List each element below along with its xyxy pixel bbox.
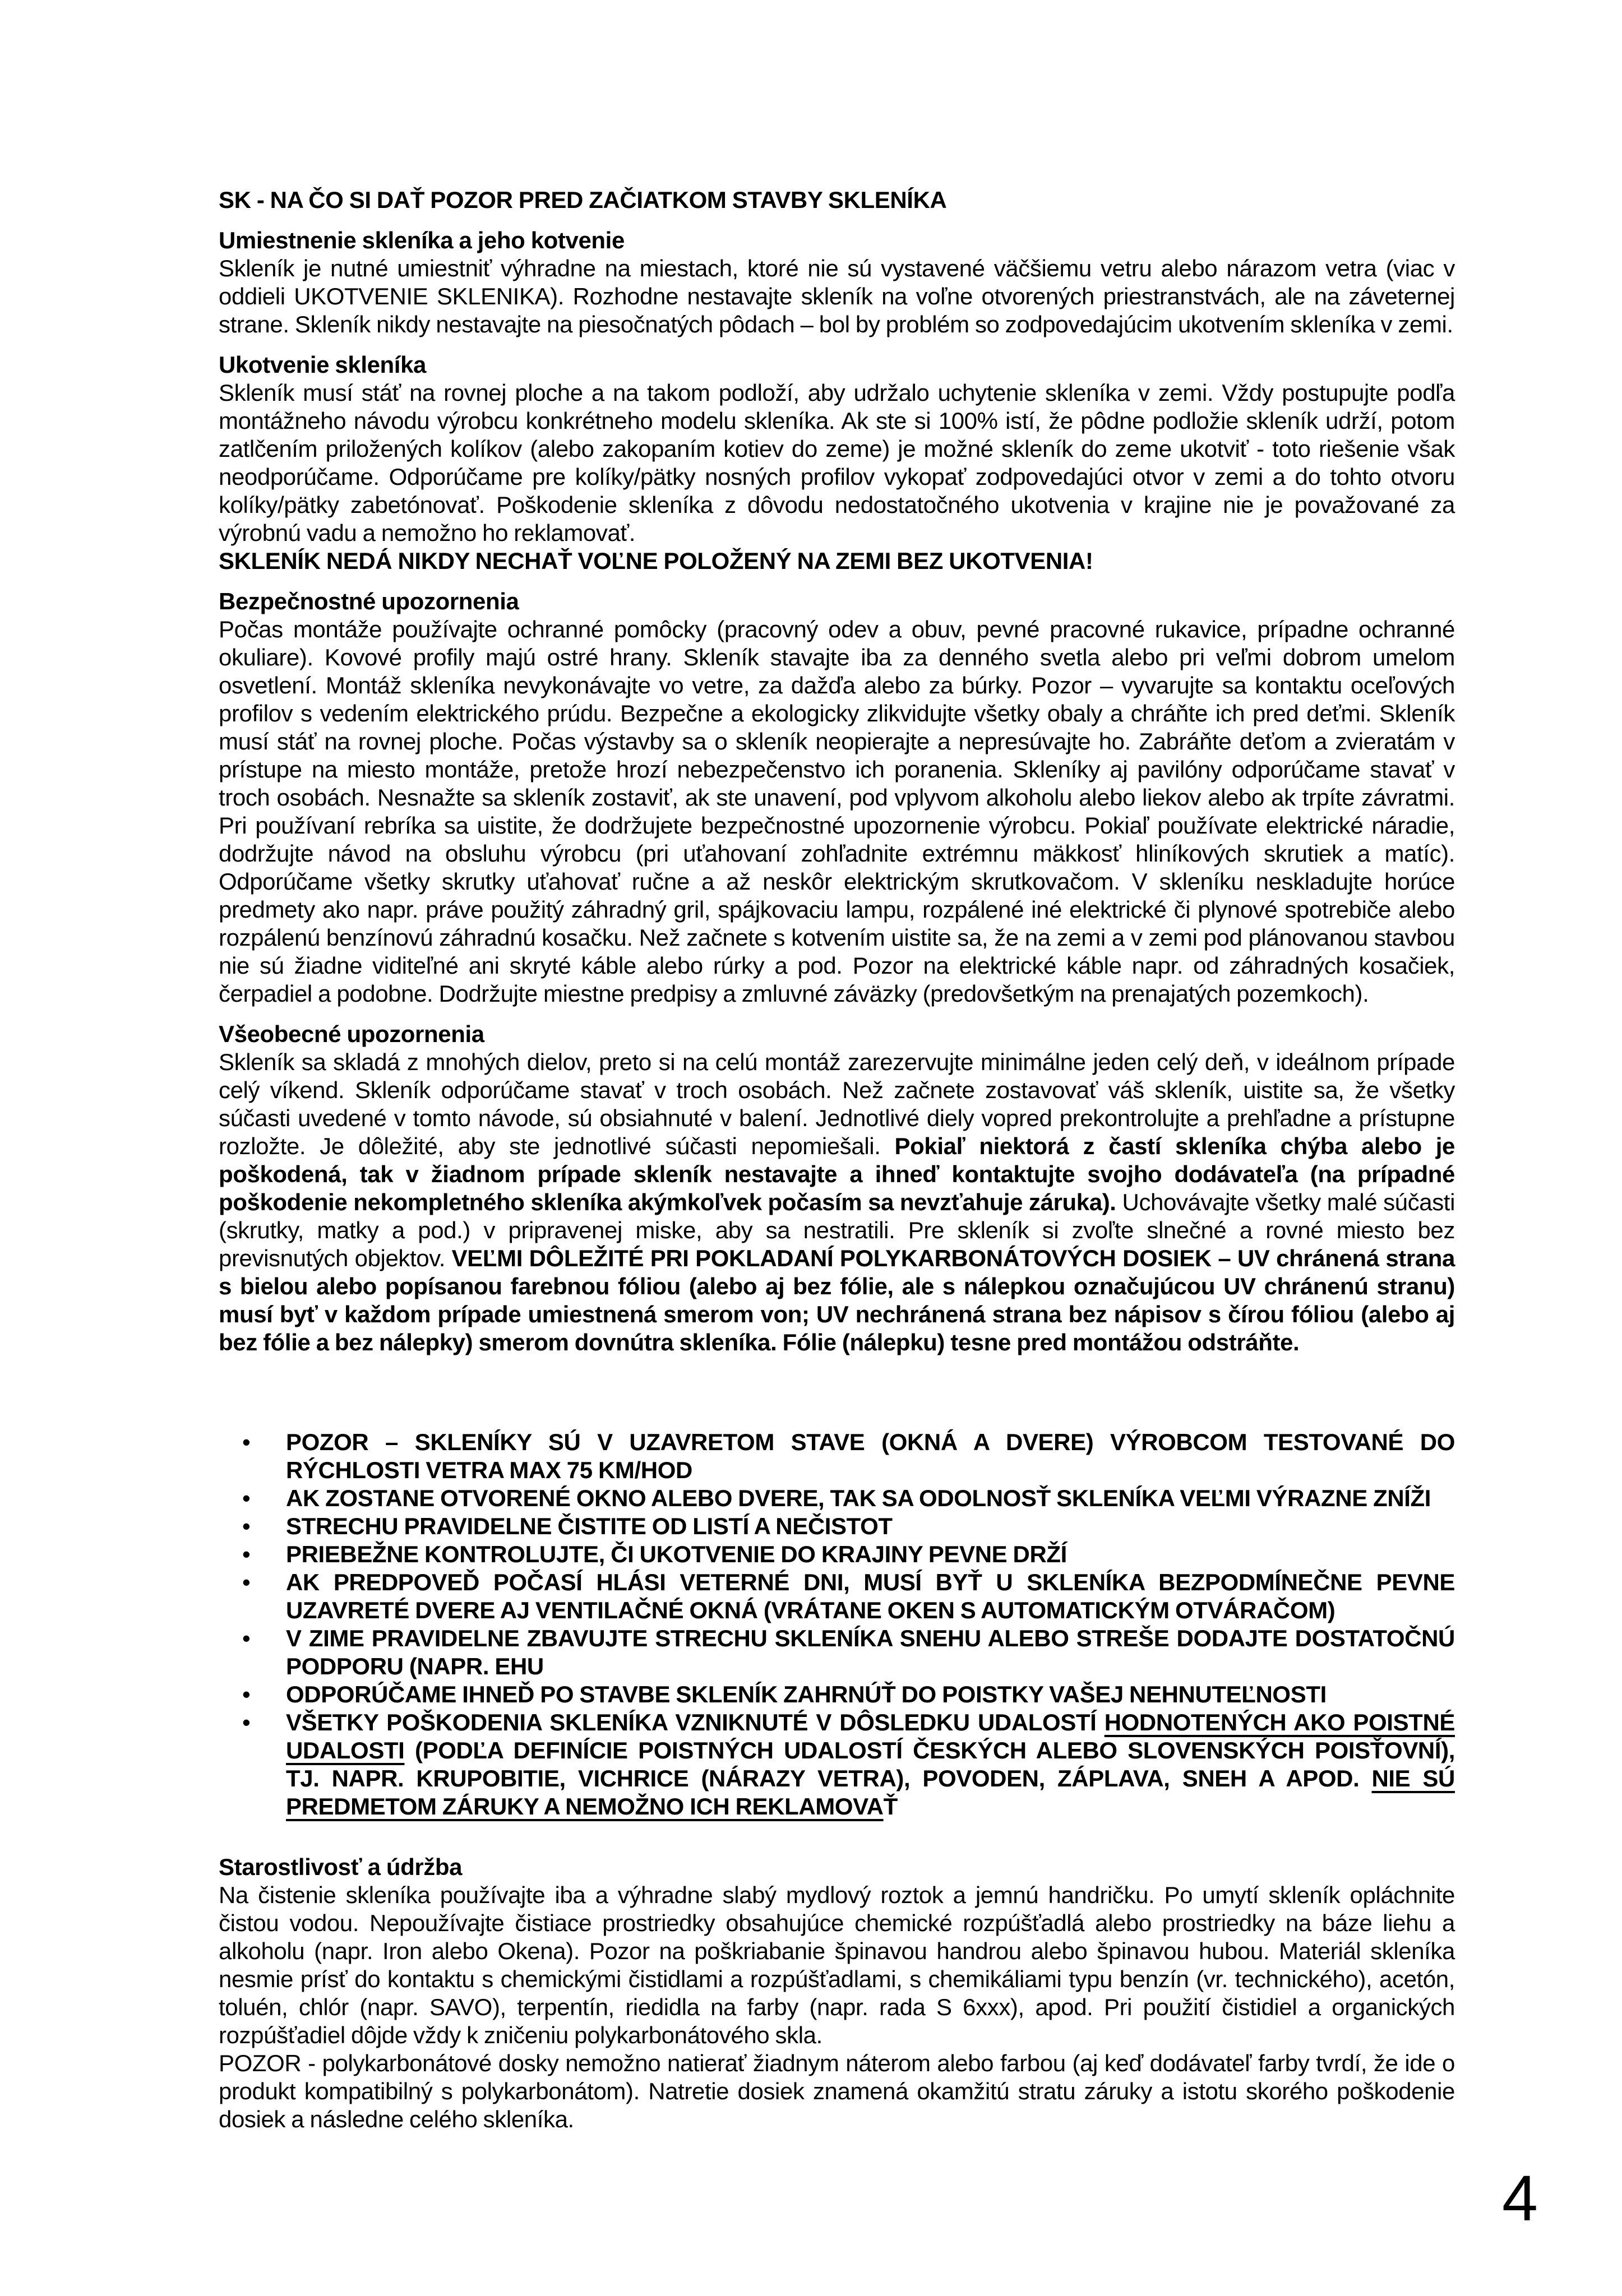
section-heading-umiestnenie: Umiestnenie skleníka a jeho kotvenie bbox=[219, 227, 625, 253]
bullet-item-insured-events bbox=[219, 1709, 1455, 1821]
bullet-item-text: STRECHU PRAVIDELNE ČISTITE OD LISTÍ A NEČISTOT bbox=[286, 1513, 893, 1539]
document-content bbox=[219, 186, 1455, 2133]
bullet-item-windy-forecast bbox=[219, 1568, 1455, 1624]
bullet-item-check-anchoring bbox=[219, 1540, 1455, 1568]
bullet-marker: • bbox=[242, 1429, 251, 1455]
page-title: SK - NA ČO SI DAŤ POZOR PRED ZAČIATKOM STAVBY SKLENÍKA bbox=[219, 187, 947, 213]
bullet-marker: • bbox=[242, 1709, 251, 1735]
paragraph-umiestnenie: Skleník je nutné umiestniť výhradne na miestach, ktoré nie sú vystavené väčšiemu vetru alebo nárazom vetra (viac v oddieli UKOTVENIE SKLENIKA). Rozhodne nestavajte skleník na voľne otvorených priestranstvách, ale na záveternej strane. Skleník nikdy nestavajte na piesočnatých pôdach – bol by problém so zodpovedajúcim ukotvením skleníka v zemi. bbox=[219, 255, 1455, 337]
bullet-item-text: POZOR – SKLENÍKY SÚ V UZAVRETOM STAVE (OKNÁ A DVERE) VÝROBCOM TESTOVANÉ DO RÝCHLOSTI VETRA MAX 75 KM/HOD bbox=[286, 1429, 1455, 1483]
section-heading-bezpecnostne: Bezpečnostné upozornenia bbox=[219, 588, 519, 614]
paragraph-bezpecnostne: Počas montáže používajte ochranné pomôcky (pracovný odev a obuv, pevné pracovné rukavice, prípadne ochranné okuliare). Kovové profily majú ostré hrany. Skleník stavajte iba za denného svetla alebo pri veľmi dobrom umelom osvetlení. Montáž skleníka nevykonávajte vo vetre, za dažďa alebo za búrky. Pozor – vyvarujte sa kontaktu oceľových profilov s vedením elektrického prúdu. Bezpečne a ekologicky zlikvidujte všetky obaly a chráňte ich pred deťmi. Skleník musí stáť na rovnej ploche. Počas výstavby sa o skleník neopierajte a nepresúvajte ho. Zabráňte deťom a zvieratám v prístupe na miesto montáže, pretože hrozí nebezpečenstvo ich poranenia. Skleníky aj pavilóny odporúčame stavať v troch osobách. Nesnažte sa skleník zostaviť, ak ste unavení, pod vplyvom alkoholu alebo liekov alebo ak trpíte závratmi. Pri používaní rebríka sa uistite, že dodržujete bezpečnostné upozornenie výrobcu. Pokiaľ používate elektrické náradie, dodržujte návod na obsluhu výrobcu (pri uťahovaní zohľadnite extrémnu mäkkosť hliníkových skrutiek a matíc). Odporúčame všetky skrutky uťahovať ručne a až neskôr elektrickým skrutkovačom. V skleníku neskladujte horúce predmety ako napr. práve použitý záhradný gril, spájkovaciu lampu, rozpálené iné elektrické či plynové spotrebiče alebo rozpálenú benzínovú záhradnú kosačku. Než začnete s kotvením uistite sa, že na zemi a v zemi pod plánovanou stavbou nie sú žiadne viditeľné ani skryté káble alebo rúrky a pod. Pozor na elektrické káble napr. od záhradných kosačiek, čerpadiel a podobne. Dodržujte miestne predpisy a zmluvné záväzky (predovšetkým na prenajatých pozemkoch). bbox=[219, 616, 1455, 1007]
page-number: 4 bbox=[1502, 2163, 1538, 2234]
bullet-item-insurance bbox=[219, 1681, 1455, 1709]
paragraph-starostlivost-cleaning: Na čistenie skleníka používajte iba a výhradne slabý mydlový roztok a jemnú handričku. Po umytí skleník opláchnite čistou vodou. Nepoužívajte čistiace prostriedky obsahujúce chemické rozpúšťadlá alebo prostriedky na báze liehu a alkoholu (napr. Iron alebo Okena). Pozor na poškriabanie špinavou handrou alebo špinavou hubou. Materiál skleníka nesmie prísť do kontaktu s chemickými čistidlami a rozpúšťadlami, s chemikáliami typu benzín (vr. technického), acetón, toluén, chlór (napr. SAVO), terpentín, riedidla na farby (napr. rada S 6xxx), apod. Pri použití čistidiel a organických rozpúšťadiel dôjde vždy k zničeniu polykarbonátového skla. bbox=[219, 1882, 1455, 2048]
bullet-item-text: AK PREDPOVEĎ POČASÍ HLÁSI VETERNÉ DNI, MUSÍ BYŤ U SKLENÍKA BEZPODMÍNEČNE PEVNE UZAVRETÉ DVERE AJ VENTILAČNÉ OKNÁ (VRÁTANE OKEN S AUTOMATICKÝM OTVÁRAČOM) bbox=[286, 1569, 1455, 1623]
paragraph-vseobecne: Skleník sa skladá z mnohých dielov, preto si na celú montáž zarezervujte minimálne jeden celý deň, v ideálnom prípade celý víkend. Skleník odporúčame stavať v troch osobách. Než začnete zostavovať váš skleník, uistite sa, že všetky súčasti uvedené v tomto návode, sú obsiahnuté v balení. Jednotlivé diely vopred prekontrolujte a prehľadne a prístupne rozložte. Je dôležité, aby ste jednotlivé súčasti nepomiešali. Pokiaľ niektorá z častí skleníka chýba alebo je poškodená, tak v žiadnom prípade skleník nestavajte a ihneď kontaktujte svojho dodávateľa (na prípadné poškodenie nekompletného skleníka akýmkoľvek počasím sa nevzťahuje záruka). Uchovávajte všetky malé súčasti (skrutky, matky a pod.) v pripravenej miske, aby sa nestratili. Pre skleník si zvoľte slnečné a rovné miesto bez previsnutých objektov. VEĽMI DÔLEŽITÉ PRI POKLADANÍ POLYKARBONÁTOVÝCH DOSIEK – UV chránená strana s bielou alebo popísanou farebnou fóliou (alebo aj bez fólie, ale s nálepkou označujúcou UV chránenú stranu) musí byť v každom prípade umiestnená smerom von; UV nechránená strana bez nápisov s čírou fóliou (alebo aj bez fólie a bez nálepky) smerom dovnútra skleníka. Fólie (nálepku) tesne pred montážou odstráňte. bbox=[219, 1049, 1455, 1355]
bullet-marker: • bbox=[242, 1625, 251, 1651]
bullet-item-text: AK ZOSTANE OTVORENÉ OKNO ALEBO DVERE, TAK SA ODOLNOSŤ SKLENÍKA VEĽMI VÝRAZNE ZNÍŽI bbox=[286, 1485, 1431, 1511]
bullet-item-text: VŠETKY POŠKODENIA SKLENÍKA VZNIKNUTÉ V DÔSLEDKU UDALOSTÍ HODNOTENÝCH AKO POISTNÉ UDALOSTI (PODĽA DEFINÍCIE POISTNÝCH UDALOSTÍ ČESKÝCH ALEBO SLOVENSKÝCH POISŤOVNÍ), TJ. NAPR. KRUPOBITIE, VICHRICE (NÁRAZY VETRA), POVODEN, ZÁPLAVA, SNEH A APOD. NIE SÚ PREDMETOM ZÁRUKY A NEMOŽNO ICH REKLAMOVAŤ bbox=[286, 1709, 1455, 1820]
bullet-marker: • bbox=[242, 1569, 251, 1595]
section-heading-starostlivost: Starostlivosť a údržba bbox=[219, 1854, 463, 1880]
bullet-marker: • bbox=[242, 1485, 251, 1511]
bullet-item-clean-roof bbox=[219, 1512, 1455, 1540]
bullet-item-open-window bbox=[219, 1484, 1455, 1512]
bullet-item-snow-removal bbox=[219, 1624, 1455, 1681]
anchoring-warning-line: SKLENÍK NEDÁ NIKDY NECHAŤ VOĽNE POLOŽENÝ NA ZEMI BEZ UKOTVENIA! bbox=[219, 548, 1093, 574]
bullet-marker: • bbox=[242, 1681, 251, 1707]
section-heading-vseobecne: Všeobecné upozornenia bbox=[219, 1021, 484, 1047]
bullet-item-wind-tested bbox=[219, 1428, 1455, 1484]
bullet-marker: • bbox=[242, 1513, 251, 1539]
paragraph-starostlivost-pozor: POZOR - polykarbonátové dosky nemožno natierať žiadnym náterom alebo farbou (aj keď dodávateľ farby tvrdí, že ide o produkt kompatibilný s polykarbonátom). Natretie dosiek znamená okamžitú stratu záruky a istotu skorého poškodenie dosiek a následne celého skleníka. bbox=[219, 2050, 1455, 2132]
warning-bullet-list bbox=[219, 1428, 1455, 1821]
section-heading-ukotvenie: Ukotvenie skleníka bbox=[219, 351, 426, 378]
bullet-item-text: PRIEBEŽNE KONTROLUJTE, ČI UKOTVENIE DO KRAJINY PEVNE DRŽÍ bbox=[286, 1541, 1067, 1567]
bullet-item-text: ODPORÚČAME IHNEĎ PO STAVBE SKLENÍK ZAHRNÚŤ DO POISTKY VAŠEJ NEHNUTEĽNOSTI bbox=[286, 1681, 1327, 1707]
paragraph-ukotvenie: Skleník musí stáť na rovnej ploche a na takom podloží, aby udržalo uchytenie skleníka v zemi. Vždy postupujte podľa montážneho návodu výrobcu konkrétneho modelu skleníka. Ak ste si 100% istí, že pôdne podložie skleník udrží, potom zatlčením priložených kolíkov (alebo zakopaním kotiev do zeme) je možné skleník do zeme ukotviť - toto riešenie však neodporúčame. Odporúčame pre kolíky/pätky nosných profilov vykopať zodpovedajúci otvor v zemi a do tohto otvoru kolíky/pätky zabetónovať. Poškodenie skleníka z dôvodu nedostatočného ukotvenia v krajine nie je považované za výrobnú vadu a nemožno ho reklamovať. bbox=[219, 379, 1455, 546]
bullet-marker: • bbox=[242, 1541, 251, 1567]
bullet-item-text: V ZIME PRAVIDELNE ZBAVUJTE STRECHU SKLENÍKA SNEHU ALEBO STREŠE DODAJTE DOSTATOČNÚ PODPORU (NAPR. EHU bbox=[286, 1625, 1455, 1679]
